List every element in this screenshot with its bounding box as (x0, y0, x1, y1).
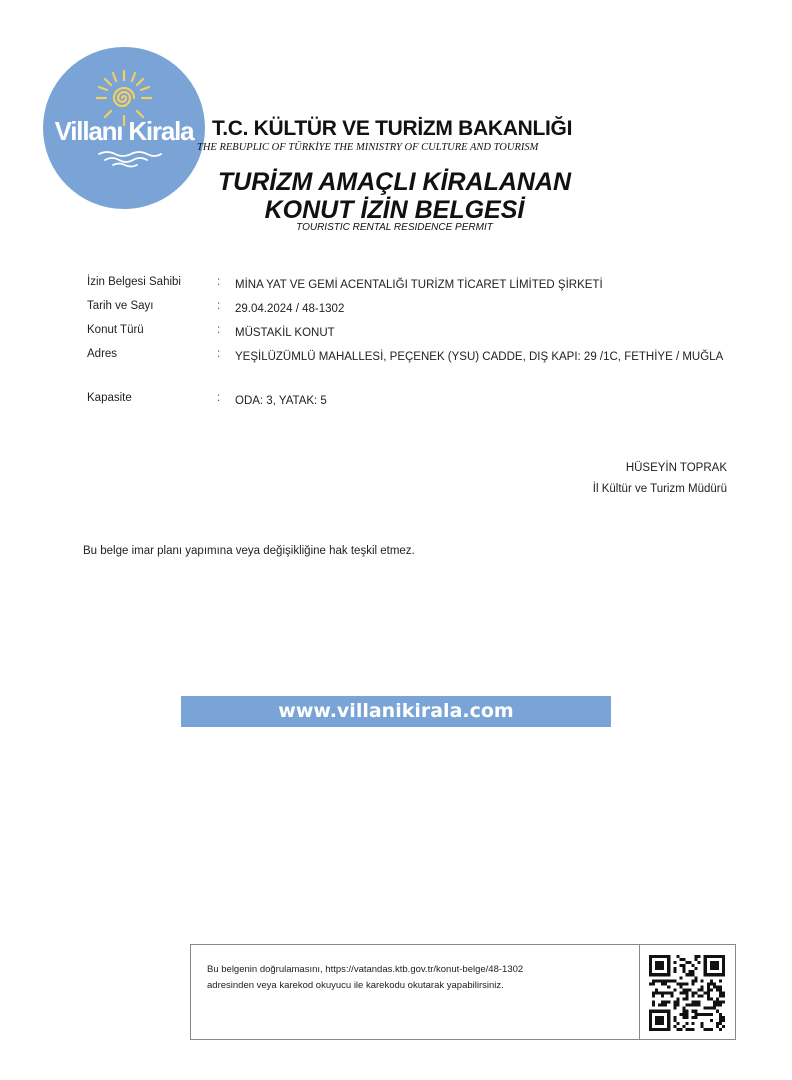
zoning-notice: Bu belge imar planı yapımına veya değişikliğine hak teşkil etmez. (83, 545, 415, 557)
waves-icon (95, 148, 165, 168)
signer-name: HÜSEYİN TOPRAK (625, 462, 727, 474)
field-label: Tarih ve Sayı (87, 300, 154, 312)
field-separator: : (217, 324, 221, 336)
ministry-title: T.C. KÜLTÜR VE TURİZM BAKANLIĞI (212, 117, 573, 140)
document-title-english: TOURISTIC RENTAL RESIDENCE PERMIT (296, 222, 493, 233)
verification-divider (639, 945, 640, 1039)
field-separator: : (217, 348, 221, 360)
field-row-date-number (87, 300, 737, 324)
field-row-residence-type (87, 324, 737, 348)
verification-line-2: adresinden veya karekod okuyucu ile karekodu okutarak yapabilirsiniz. (207, 980, 504, 991)
field-label: İzin Belgesi Sahibi (87, 276, 181, 288)
logo-text: Villanı Kirala (54, 116, 194, 146)
field-row-capacity (87, 392, 737, 416)
field-separator: : (217, 392, 221, 404)
field-label: Adres (87, 348, 118, 360)
signer-block (593, 458, 727, 500)
signer-title: İl Kültür ve Turizm Müdürü (592, 483, 727, 495)
field-value: MÜSTAKİL KONUT (235, 327, 335, 339)
field-separator: : (217, 300, 221, 312)
field-value: MİNA YAT VE GEMİ ACENTALIĞI TURİZM TİCARET LİMİTED ŞİRKETİ (235, 279, 603, 291)
villani-kirala-logo (43, 47, 205, 209)
verification-line-1: Bu belgenin doğrulamasını, https://vatandas.ktb.gov.tr/konut-belge/48-1302 (207, 964, 524, 975)
field-value: 29.04.2024 / 48-1302 (235, 303, 345, 315)
field-label: Kapasite (87, 392, 132, 404)
ministry-subtitle: THE REBUPLIC OF TÜRKİYE THE MINISTRY OF CULTURE AND TOURISM (197, 142, 539, 153)
website-banner: www.villanikirala.com (181, 696, 611, 727)
document-title-line1: TURİZM AMAÇLI KİRALANAN (217, 168, 572, 196)
field-value: ODA: 3, YATAK: 5 (235, 395, 327, 407)
verification-box (190, 944, 736, 1040)
field-row-owner (87, 276, 737, 300)
qr-code-icon (649, 955, 725, 1031)
verification-text (207, 962, 627, 994)
field-label: Konut Türü (87, 324, 144, 336)
document-title-line2: KONUT İZİN BELGESİ (264, 196, 525, 224)
field-row-address (87, 348, 737, 392)
field-separator: : (217, 276, 221, 288)
field-value: YEŞİLÜZÜMLÜ MAHALLESİ, PEÇENEK (YSU) CADDE, DIŞ KAPI: 29 /1C, FETHİYE / MUĞLA (235, 351, 724, 363)
permit-fields (87, 276, 737, 416)
